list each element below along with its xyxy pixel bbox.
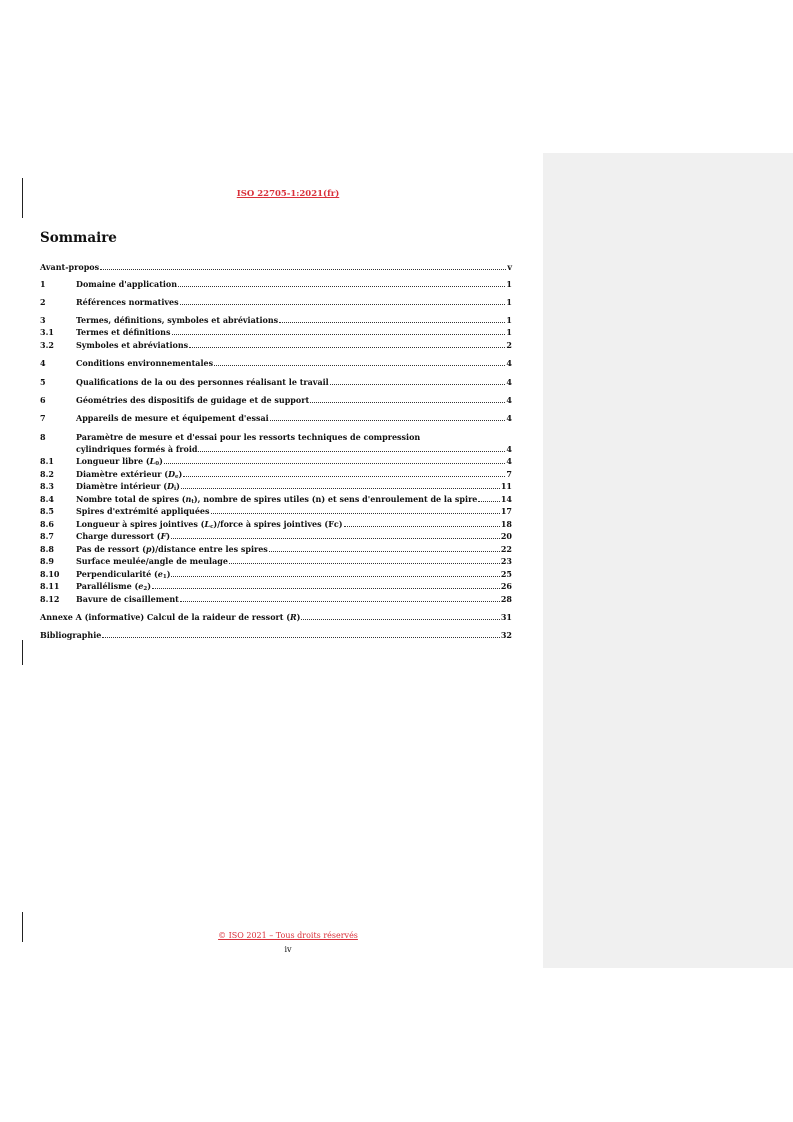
- toc-entry-title: Charge duressort (F): [76, 531, 171, 541]
- toc-entry-title: Termes et définitions: [76, 327, 171, 337]
- dot-leader: [102, 630, 500, 638]
- dot-leader: [189, 340, 505, 348]
- toc-entry-number: 2: [40, 297, 46, 307]
- toc-entry-page: 22: [500, 544, 512, 554]
- dot-leader: [310, 395, 505, 403]
- dot-leader: [172, 327, 506, 335]
- toc-entry[interactable]: [40, 395, 512, 406]
- dot-leader: [279, 315, 505, 323]
- copyright-footer: © ISO 2021 – Tous droits réservés: [218, 931, 358, 940]
- toc-entry-page: 1: [506, 297, 512, 307]
- toc-entry-number: 5: [40, 377, 46, 387]
- toc-entry-page: 31: [500, 612, 512, 622]
- toc-entry[interactable]: [40, 581, 512, 595]
- symbol: n: [185, 494, 192, 504]
- toc-entry[interactable]: [40, 506, 512, 517]
- toc-entry-page: 4: [506, 377, 512, 387]
- toc-entry-number: 8.1: [40, 456, 54, 466]
- toc-entry[interactable]: [40, 456, 512, 470]
- toc-entry-number: 8.4: [40, 494, 54, 504]
- toc-entry-title: Termes, définitions, symboles et abréviations: [76, 315, 279, 325]
- toc-entry-number: 8.9: [40, 556, 54, 566]
- toc-entry-page: 26: [500, 581, 512, 591]
- toc-entry-number: 3.2: [40, 340, 54, 350]
- toc-entry-title: Bavure de cisaillement: [76, 594, 179, 604]
- toc-entry-title: Conditions environnementales: [76, 358, 214, 368]
- toc-entry-title: Pas de ressort (p)/distance entre les spires: [76, 544, 268, 554]
- toc-entry[interactable]: [40, 315, 512, 326]
- toc-entry-title: Symboles et abréviations: [76, 340, 189, 350]
- toc-entry-number: 8.6: [40, 519, 54, 529]
- dot-leader: [171, 569, 499, 577]
- symbol-subscript: c: [210, 524, 214, 530]
- toc-entry[interactable]: [40, 544, 512, 555]
- toc-entry-page: 23: [500, 556, 512, 566]
- dot-leader: [164, 456, 506, 464]
- toc-entry-line: [40, 432, 512, 443]
- symbol: e: [157, 569, 163, 579]
- toc-entry-title: Géométries des dispositifs de guidage et de support: [76, 395, 310, 405]
- toc-entry-page: 14: [500, 494, 512, 504]
- dot-leader: [180, 297, 506, 305]
- toc-entry[interactable]: [40, 279, 512, 290]
- toc-title: Sommaire: [40, 230, 117, 246]
- toc-entry-number: 3.1: [40, 327, 54, 337]
- toc-entry-title: Diamètre extérieur $(D_e)$: [76, 469, 183, 480]
- toc-entry-number: 3: [40, 315, 46, 325]
- symbol: D: [167, 481, 175, 491]
- toc-entry-page: 25: [500, 569, 512, 579]
- dot-leader: [214, 358, 505, 366]
- toc-entry-number: 1: [40, 279, 46, 289]
- toc-entry-number: 8.12: [40, 594, 60, 604]
- toc-entry[interactable]: [40, 340, 512, 351]
- toc-entry-page: 1: [506, 279, 512, 289]
- toc-entry-title: Bibliographie: [40, 630, 102, 640]
- comment-pane: [543, 153, 793, 968]
- toc-entry-title: Surface meulée/angle de meulage: [76, 556, 228, 566]
- dot-leader: [152, 581, 500, 589]
- dot-leader: [171, 531, 500, 539]
- toc-entry-page: 4: [506, 395, 512, 405]
- toc-entry-page: 4: [506, 456, 512, 466]
- dot-leader: [344, 519, 500, 527]
- symbol: L: [204, 519, 211, 529]
- toc-entry[interactable]: [40, 297, 512, 308]
- toc-entry-number: 8.3: [40, 481, 54, 491]
- dot-leader: [100, 262, 506, 270]
- toc-entry-title: Paramètre de mesure et d'essai pour les ressorts techniques de compression: [76, 432, 421, 442]
- toc-entry-page: 17: [500, 506, 512, 516]
- dot-leader: [229, 556, 500, 564]
- toc-entry-title: Longueur libre $(L_0)$: [76, 456, 163, 467]
- toc-entry-title: Références normatives: [76, 297, 179, 307]
- toc-entry-page: 28: [500, 594, 512, 604]
- dot-leader: [178, 279, 505, 287]
- toc-entry-number: 8.8: [40, 544, 54, 554]
- toc-entry-page: 4: [506, 358, 512, 368]
- symbol: p: [145, 544, 152, 554]
- symbol: e: [138, 581, 144, 591]
- toc-entry-title: Perpendicularité $(e_1)$: [76, 569, 171, 580]
- toc-entry-title: Annexe A (informative) Calcul de la raideur de ressort (R): [40, 612, 301, 622]
- page-number: iv: [284, 945, 292, 954]
- toc-entry-number: 4: [40, 358, 46, 368]
- toc-entry[interactable]: [40, 444, 512, 455]
- symbol: F: [160, 531, 167, 541]
- toc-entry-number: 7: [40, 413, 46, 423]
- symbol: L: [149, 456, 156, 466]
- dot-leader: [478, 494, 499, 502]
- toc-entry-number: 8.5: [40, 506, 54, 516]
- dot-leader: [269, 544, 500, 552]
- toc-entry[interactable]: [40, 556, 512, 567]
- toc-entry-number: 8.2: [40, 469, 54, 479]
- toc-entry-number: 6: [40, 395, 46, 405]
- toc-entry-page: 1: [506, 315, 512, 325]
- toc-entry-number: 8.7: [40, 531, 54, 541]
- toc-entry-page: 20: [500, 531, 512, 541]
- toc-entry-title: Domaine d'application: [76, 279, 178, 289]
- change-bar: [22, 640, 23, 665]
- toc-entry-number: 8.10: [40, 569, 60, 579]
- toc-entry-title: Diamètre intérieur $(D_i)$: [76, 481, 180, 492]
- toc-entry-page: 11: [500, 481, 512, 491]
- toc-entry[interactable]: [40, 612, 512, 623]
- toc-entry-title: Spires d'extrémité appliquées: [76, 506, 210, 516]
- dot-leader: [301, 612, 499, 620]
- toc-entry-page: 18: [500, 519, 512, 529]
- toc-entry[interactable]: [40, 358, 512, 369]
- dot-leader: [198, 444, 505, 452]
- toc-entry-page: 4: [506, 413, 512, 423]
- toc-entry-page: 32: [500, 630, 512, 640]
- symbol-subscript: e: [175, 474, 179, 480]
- toc-entry-title: Nombre total de spires $(n_t)$, nombre de spires utiles (n) et sens d'enroulement de la spire: [76, 494, 478, 505]
- toc-entry-number: 8: [40, 432, 46, 442]
- toc-entry-page: v: [507, 262, 512, 272]
- toc-entry-page: 2: [506, 340, 512, 350]
- dot-leader: [211, 506, 500, 514]
- symbol: R: [290, 612, 297, 622]
- toc-entry-title: Parallélisme $(e_2)$: [76, 581, 151, 592]
- toc-entry-number: 8.11: [40, 581, 60, 591]
- toc-entry[interactable]: [40, 630, 512, 641]
- dot-leader: [181, 481, 500, 489]
- toc-entry[interactable]: [40, 531, 512, 542]
- toc-entry[interactable]: [40, 327, 512, 338]
- toc-entry-page: 1: [506, 327, 512, 337]
- toc-entry[interactable]: [40, 413, 512, 424]
- symbol-subscript: 0: [155, 461, 160, 467]
- dot-leader: [183, 469, 505, 477]
- symbol: D: [168, 469, 176, 479]
- dot-leader: [270, 413, 506, 421]
- toc-entry-page: 4: [506, 444, 512, 454]
- symbol-subscript: 1: [162, 574, 167, 580]
- toc-entry-title: Qualifications de la ou des personnes réalisant le travail: [76, 377, 329, 387]
- dot-leader: [330, 377, 506, 385]
- toc-entry-title: Appareils de mesure et équipement d'essai: [76, 413, 269, 423]
- toc-entry[interactable]: [40, 377, 512, 388]
- toc-entry[interactable]: [40, 262, 512, 273]
- toc-entry-page: 7: [506, 469, 512, 479]
- dot-leader: [180, 594, 500, 602]
- toc-entry[interactable]: [40, 594, 512, 605]
- symbol-subscript: t: [191, 499, 194, 505]
- symbol-subscript: i: [174, 486, 177, 492]
- document-id-header: ISO 22705-1:2021(fr): [236, 189, 340, 199]
- toc-entry-title: Avant-propos: [40, 262, 100, 272]
- toc-entry-title: Longueur à spires jointives $(L_c)$/force à spires jointives (Fc): [76, 519, 343, 530]
- symbol-subscript: 2: [143, 586, 148, 592]
- toc-entry[interactable]: [40, 481, 512, 495]
- toc-entry-title: cylindriques formés à froid: [76, 444, 198, 454]
